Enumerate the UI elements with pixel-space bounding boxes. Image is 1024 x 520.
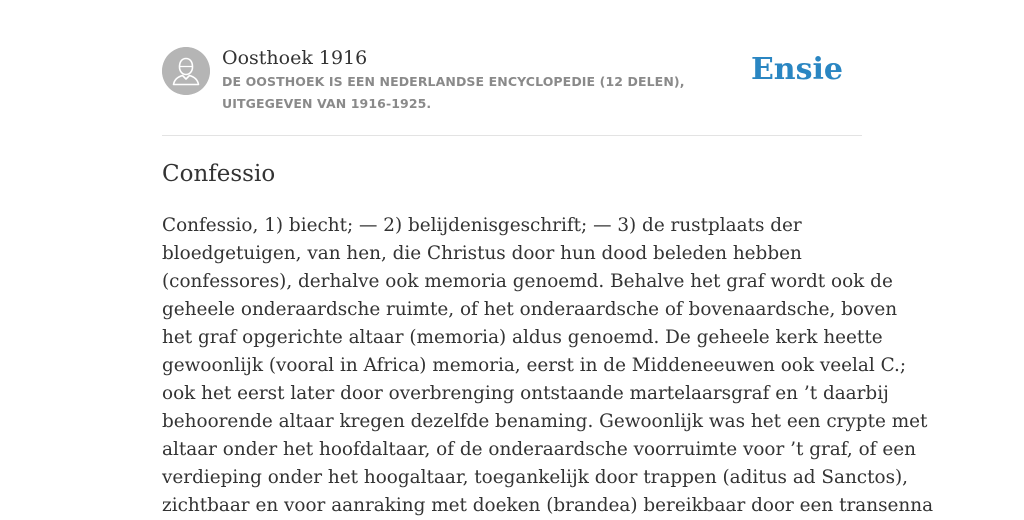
article-line: bloedgetuigen, van hen, die Christus door hun dood beleden hebben (162, 243, 802, 264)
article-line: het graf opgerichte altaar (memoria) aldus genoemd. De geheele kerk heette (162, 327, 883, 348)
article-line: Confessio, 1) biecht; — 2) belijdenisgeschrift; — 3) de rustplaats der (162, 215, 802, 236)
article-line: behoorende altaar kregen dezelfde benaming. Gewoonlijk was het een crypte met (162, 411, 928, 432)
article-body (162, 212, 934, 520)
source-description: DE OOSTHOEK IS EEN NEDERLANDSE ENCYCLOPEDIE (12 DELEN), UITGEGEVEN VAN 1916-1925. (222, 74, 685, 111)
article-line: geheele onderaardsche ruimte, of het onderaardsche of bovenaardsche, boven (162, 299, 898, 320)
user-icon (162, 47, 210, 95)
article-line: verdieping onder het hoogaltaar, toegankelijk door trappen (aditus ad Sanctos), (162, 467, 909, 488)
page (162, 0, 934, 516)
source-info (222, 45, 762, 115)
article-title: Confessio (162, 161, 276, 187)
user-icon-glyph (162, 47, 210, 95)
source-title[interactable]: Oosthoek 1916 (222, 47, 368, 69)
ensie-logo[interactable]: Ensie (750, 52, 843, 87)
article-line: zichtbaar en voor aanraking met doeken (brandea) bereikbaar door een transenna (162, 495, 934, 516)
article-line: (confessores), derhalve ook memoria genoemd. Behalve het graf wordt ook de (162, 271, 893, 292)
article-line: ook het eerst later door overbrenging ontstaande martelaarsgraf en ’t daarbij (162, 383, 889, 404)
article-line: altaar onder het hoofdaltaar, of de onderaardsche voorruimte voor ’t graf, of een (162, 439, 916, 460)
article-line: gewoonlijk (vooral in Africa) memoria, eerst in de Middeneeuwen ook veelal C.; (162, 355, 907, 376)
source-header (162, 0, 862, 136)
